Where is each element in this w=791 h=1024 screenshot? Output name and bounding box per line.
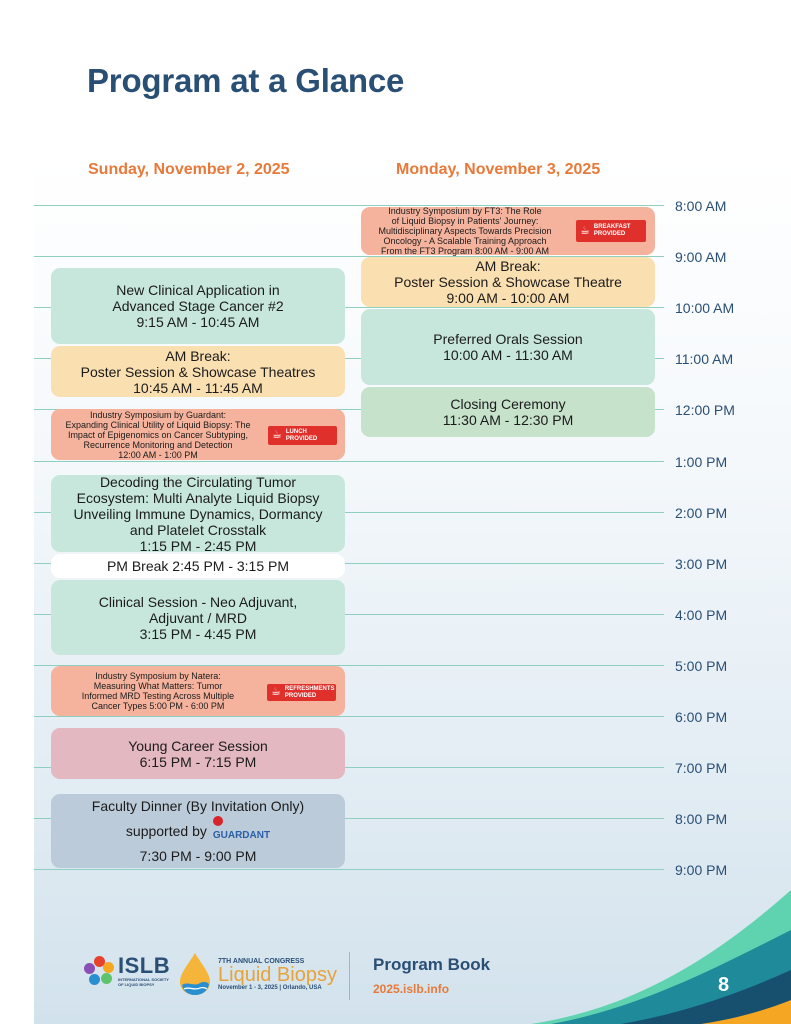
- event-title: Recurrence Monitoring and Detection: [83, 439, 233, 450]
- flower-icon: [84, 956, 114, 986]
- event-closing-ceremony[interactable]: [361, 387, 655, 437]
- islb-logo: [84, 955, 170, 987]
- sponsor-line: [92, 816, 304, 846]
- meal-icon: ☕: [271, 686, 281, 698]
- badge-label: PROVIDED: [593, 231, 626, 237]
- refreshments-provided-badge: [267, 684, 336, 701]
- event-time: From the FT3 Program 8:00 AM - 9:00 AM: [380, 246, 550, 256]
- page-number: 8: [718, 974, 730, 996]
- sponsor-name: GUARDANT: [212, 830, 271, 841]
- time-label: 5:00 PM: [675, 658, 728, 674]
- event-title: Measuring What Matters: Tumor: [93, 681, 223, 691]
- event-title: and Platelet Crosstalk: [129, 521, 267, 538]
- event-time: Cancer Types 5:00 PM - 6:00 PM: [91, 701, 225, 711]
- event-time: 9:00 AM - 10:00 AM: [446, 290, 570, 306]
- lunch-provided-badge: [268, 426, 337, 445]
- hour-gridline: [34, 205, 664, 206]
- page-title: Program at a Glance: [87, 62, 405, 99]
- event-am-break-sunday[interactable]: [51, 346, 345, 397]
- event-time: 12:00 AM - 1:00 PM: [118, 449, 198, 460]
- event-title: Young Career Session: [128, 737, 268, 754]
- event-title: Industry Symposium by FT3: The Role: [388, 206, 542, 216]
- event-clinical-session-neo-adjuvant[interactable]: [51, 580, 345, 655]
- time-label: 8:00 PM: [675, 811, 728, 827]
- event-time: 11:30 AM - 12:30 PM: [442, 412, 574, 428]
- footer-wave-decoration: [531, 890, 791, 1024]
- event-title: PM Break 2:45 PM - 3:15 PM: [106, 558, 290, 574]
- event-pm-break[interactable]: [51, 554, 345, 578]
- event-title: of Liquid Biopsy in Patients' Journey:: [391, 216, 539, 226]
- guardant-logo: [213, 816, 270, 846]
- drop-icon: [213, 816, 223, 826]
- event-title: Ecosystem: Multi Analyte Liquid Biopsy: [76, 489, 320, 506]
- event-title: Multidisciplinary Aspects Towards Precision: [378, 226, 552, 236]
- event-young-career-session[interactable]: [51, 728, 345, 779]
- hour-gridline: [34, 461, 664, 462]
- event-title: Poster Session & Showcase Theatres: [80, 363, 316, 380]
- islb-wordmark: ISLB: [118, 953, 171, 978]
- time-label: 3:00 PM: [675, 556, 728, 572]
- islb-subtitle: INTERNATIONAL SOCIETY: [118, 977, 169, 982]
- event-title: Informed MRD Testing Across Multiple: [81, 691, 235, 701]
- liquid-biopsy-congress-logo: [176, 951, 337, 997]
- badge-label: REFRESHMENTS: [284, 685, 335, 692]
- event-time: 9:15 AM - 10:45 AM: [136, 314, 260, 330]
- islb-subtitle: OF LIQUID BIOPSY: [118, 982, 155, 987]
- event-decoding-circulating-tumor[interactable]: [51, 475, 345, 552]
- badge-label: BREAKFAST: [593, 224, 631, 230]
- congress-name: Liquid Biopsy: [218, 963, 337, 986]
- event-title: Expanding Clinical Utility of Liquid Biopsy: The: [65, 419, 251, 430]
- event-preferred-orals-session[interactable]: [361, 309, 655, 385]
- event-title: Preferred Orals Session: [433, 331, 583, 347]
- time-label: 12:00 PM: [675, 402, 735, 418]
- event-time: 3:15 PM - 4:45 PM: [139, 625, 257, 642]
- event-time: 10:45 AM - 11:45 AM: [133, 379, 263, 396]
- sponsor-label: supported by: [125, 823, 207, 839]
- event-time: 6:15 PM - 7:15 PM: [139, 753, 257, 770]
- time-label: 9:00 PM: [675, 862, 728, 878]
- event-new-clinical-application[interactable]: [51, 268, 345, 344]
- time-label: 10:00 AM: [675, 300, 735, 316]
- time-label: 1:00 PM: [675, 454, 728, 470]
- droplet-emblem-icon: [176, 951, 214, 997]
- event-title: Adjuvant / MRD: [148, 609, 248, 626]
- event-title: Closing Ceremony: [450, 396, 566, 412]
- event-title: New Clinical Application in: [116, 282, 280, 298]
- hour-gridline: [34, 869, 664, 870]
- time-label: 2:00 PM: [675, 505, 728, 521]
- meal-icon: ☕: [272, 429, 282, 441]
- time-label: 7:00 PM: [675, 760, 728, 776]
- program-book-title: Program Book: [373, 955, 491, 974]
- day-header-sunday: Sunday, November 2, 2025: [88, 161, 290, 178]
- event-title: Decoding the Circulating Tumor: [99, 473, 297, 490]
- time-label: 6:00 PM: [675, 709, 728, 725]
- event-title: Impact of Epigenomics on Cancer Subtyping,: [67, 429, 249, 440]
- event-time: 7:30 PM - 9:00 PM: [139, 848, 257, 864]
- event-title: Advanced Stage Cancer #2: [112, 298, 284, 314]
- event-am-break-monday[interactable]: [361, 257, 655, 307]
- event-title: AM Break:: [475, 258, 541, 274]
- event-time: 1:15 PM - 2:45 PM: [139, 537, 257, 554]
- website-link[interactable]: 2025.islb.info: [373, 982, 450, 996]
- time-label: 8:00 AM: [675, 198, 727, 214]
- congress-dates: November 1 - 3, 2025 | Orlando, USA: [218, 984, 322, 991]
- event-title: AM Break:: [165, 347, 231, 364]
- congress-edition: 7TH ANNUAL CONGRESS: [218, 957, 305, 965]
- hour-gridline: [34, 716, 664, 717]
- time-label: 4:00 PM: [675, 607, 728, 623]
- day-header-monday: Monday, November 3, 2025: [396, 161, 601, 178]
- event-time: 10:00 AM - 11:30 AM: [443, 347, 573, 363]
- time-label: 9:00 AM: [675, 249, 727, 265]
- time-label: 11:00 AM: [675, 351, 734, 367]
- meal-icon: ☕: [580, 224, 590, 237]
- event-title: Industry Symposium by Guardant:: [89, 409, 227, 420]
- event-faculty-dinner[interactable]: [51, 794, 345, 868]
- event-title: Industry Symposium by Natera:: [95, 671, 221, 681]
- badge-label: PROVIDED: [284, 692, 317, 699]
- event-title: Oncology - A Scalable Training Approach: [383, 236, 547, 246]
- event-title: Faculty Dinner (By Invitation Only): [91, 798, 305, 814]
- badge-label: PROVIDED: [285, 435, 318, 442]
- event-title: Poster Session & Showcase Theatre: [394, 274, 622, 290]
- event-title: Unveiling Immune Dynamics, Dormancy: [73, 505, 323, 522]
- badge-label: LUNCH: [285, 428, 307, 435]
- breakfast-provided-badge: [576, 220, 646, 242]
- event-title: Clinical Session - Neo Adjuvant,: [98, 593, 298, 610]
- footer-divider: [349, 952, 350, 1000]
